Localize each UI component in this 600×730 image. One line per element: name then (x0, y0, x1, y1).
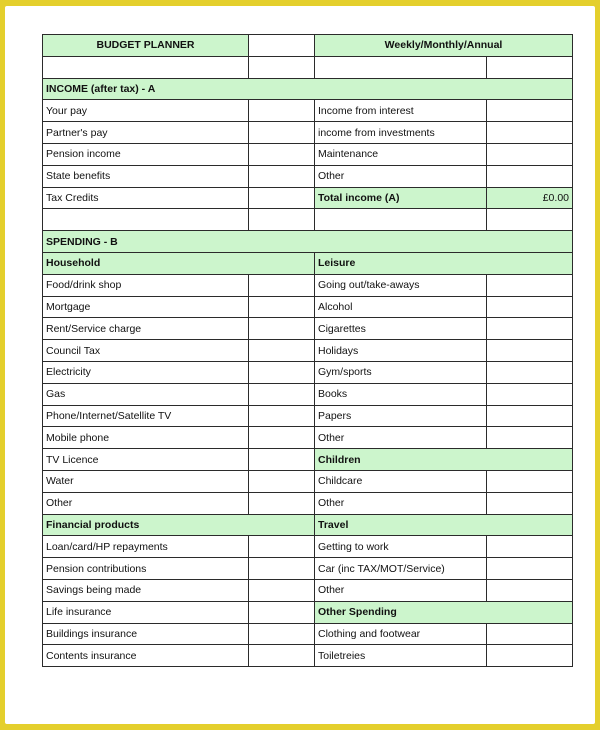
header-blank-cell[interactable] (249, 35, 315, 57)
amount-cell[interactable] (249, 383, 315, 405)
income-label: Income from interest (315, 100, 487, 122)
spending-row (43, 318, 573, 340)
financial-item: Loan/card/HP repayments (43, 536, 249, 558)
other-spending-heading: Other Spending (315, 601, 573, 623)
amount-cell[interactable] (249, 405, 315, 427)
leisure-item: Other (315, 427, 487, 449)
amount-cell[interactable] (487, 165, 573, 187)
travel-heading: Travel (315, 514, 573, 536)
amount-cell[interactable] (487, 383, 573, 405)
spending-row (43, 427, 573, 449)
other-spending-item: Toiletreies (315, 645, 487, 667)
children-heading: Children (315, 449, 573, 471)
amount-cell[interactable] (249, 449, 315, 471)
income-label: Tax Credits (43, 187, 249, 209)
amount-cell[interactable] (487, 536, 573, 558)
amount-cell[interactable] (249, 100, 315, 122)
income-label: Other (315, 165, 487, 187)
income-label: income from investments (315, 122, 487, 144)
amount-cell[interactable] (249, 536, 315, 558)
budget-planner-table (42, 34, 573, 667)
total-income-value[interactable]: £0.00 (487, 187, 573, 209)
spending-row (43, 601, 573, 623)
leisure-item: Gym/sports (315, 361, 487, 383)
leisure-item: Going out/take-aways (315, 274, 487, 296)
empty-cell[interactable] (249, 209, 315, 231)
spending-row (43, 340, 573, 362)
spending-row (43, 361, 573, 383)
spending-row (43, 558, 573, 580)
spending-row (43, 492, 573, 514)
amount-cell[interactable] (487, 143, 573, 165)
financial-item: Buildings insurance (43, 623, 249, 645)
household-item: Food/drink shop (43, 274, 249, 296)
amount-cell[interactable] (249, 296, 315, 318)
amount-cell[interactable] (487, 623, 573, 645)
amount-cell[interactable] (487, 579, 573, 601)
amount-cell[interactable] (487, 427, 573, 449)
empty-cell[interactable] (249, 56, 315, 78)
section-heading-row (43, 514, 573, 536)
amount-cell[interactable] (487, 645, 573, 667)
amount-cell[interactable] (249, 340, 315, 362)
empty-cell[interactable] (43, 56, 249, 78)
household-item: Phone/Internet/Satellite TV (43, 405, 249, 427)
amount-cell[interactable] (487, 361, 573, 383)
amount-cell[interactable] (249, 274, 315, 296)
income-label: Your pay (43, 100, 249, 122)
total-income-label: Total income (A) (315, 187, 487, 209)
travel-item: Car (inc TAX/MOT/Service) (315, 558, 487, 580)
spreadsheet-page (5, 6, 595, 724)
amount-cell[interactable] (249, 361, 315, 383)
income-row (43, 165, 573, 187)
section-heading-row (43, 252, 573, 274)
household-item: Gas (43, 383, 249, 405)
income-row (43, 122, 573, 144)
household-item: TV Licence (43, 449, 249, 471)
household-item: Other (43, 492, 249, 514)
leisure-item: Alcohol (315, 296, 487, 318)
amount-cell[interactable] (249, 318, 315, 340)
spending-row (43, 579, 573, 601)
spending-heading: SPENDING - B (43, 231, 573, 253)
travel-item: Other (315, 579, 487, 601)
amount-cell[interactable] (487, 296, 573, 318)
amount-cell[interactable] (249, 623, 315, 645)
household-item: Water (43, 470, 249, 492)
empty-cell[interactable] (43, 209, 249, 231)
children-item: Childcare (315, 470, 487, 492)
household-item: Mobile phone (43, 427, 249, 449)
amount-cell[interactable] (487, 122, 573, 144)
income-label: Pension income (43, 143, 249, 165)
income-heading-row (43, 78, 573, 100)
income-label: State benefits (43, 165, 249, 187)
spending-row (43, 470, 573, 492)
income-label: Partner's pay (43, 122, 249, 144)
amount-cell[interactable] (249, 143, 315, 165)
children-item: Other (315, 492, 487, 514)
amount-cell[interactable] (487, 470, 573, 492)
amount-cell[interactable] (487, 100, 573, 122)
leisure-item: Books (315, 383, 487, 405)
household-item: Council Tax (43, 340, 249, 362)
financial-products-heading: Financial products (43, 514, 315, 536)
financial-item: Contents insurance (43, 645, 249, 667)
amount-cell[interactable] (249, 165, 315, 187)
leisure-item: Cigarettes (315, 318, 487, 340)
travel-item: Getting to work (315, 536, 487, 558)
empty-cell[interactable] (487, 209, 573, 231)
amount-cell[interactable] (249, 645, 315, 667)
financial-item: Pension contributions (43, 558, 249, 580)
leisure-heading: Leisure (315, 252, 573, 274)
income-row (43, 100, 573, 122)
blank-row (43, 209, 573, 231)
financial-item: Life insurance (43, 601, 249, 623)
amount-cell[interactable] (487, 318, 573, 340)
amount-cell[interactable] (487, 274, 573, 296)
amount-cell[interactable] (487, 558, 573, 580)
empty-cell[interactable] (315, 209, 487, 231)
empty-cell[interactable] (315, 56, 487, 78)
leisure-item: Papers (315, 405, 487, 427)
empty-cell[interactable] (487, 56, 573, 78)
header-row (43, 35, 573, 57)
household-item: Mortgage (43, 296, 249, 318)
spending-row (43, 623, 573, 645)
spending-row (43, 645, 573, 667)
household-heading: Household (43, 252, 315, 274)
period-header: Weekly/Monthly/Annual (315, 35, 573, 57)
household-item: Rent/Service charge (43, 318, 249, 340)
income-heading: INCOME (after tax) - A (43, 78, 573, 100)
other-spending-item: Clothing and footwear (315, 623, 487, 645)
income-label: Maintenance (315, 143, 487, 165)
income-row (43, 187, 573, 209)
amount-cell[interactable] (249, 427, 315, 449)
blank-row (43, 56, 573, 78)
amount-cell[interactable] (249, 558, 315, 580)
amount-cell[interactable] (249, 601, 315, 623)
amount-cell[interactable] (487, 340, 573, 362)
amount-cell[interactable] (487, 405, 573, 427)
leisure-item: Holidays (315, 340, 487, 362)
financial-item: Savings being made (43, 579, 249, 601)
amount-cell[interactable] (249, 470, 315, 492)
spending-row (43, 296, 573, 318)
amount-cell[interactable] (249, 579, 315, 601)
spending-row (43, 405, 573, 427)
spending-row (43, 449, 573, 471)
spending-row (43, 536, 573, 558)
amount-cell[interactable] (249, 492, 315, 514)
amount-cell[interactable] (249, 187, 315, 209)
budget-planner-title: BUDGET PLANNER (43, 35, 249, 57)
amount-cell[interactable] (249, 122, 315, 144)
amount-cell[interactable] (487, 492, 573, 514)
spending-row (43, 274, 573, 296)
income-row (43, 143, 573, 165)
spending-row (43, 383, 573, 405)
spending-heading-row (43, 231, 573, 253)
household-item: Electricity (43, 361, 249, 383)
